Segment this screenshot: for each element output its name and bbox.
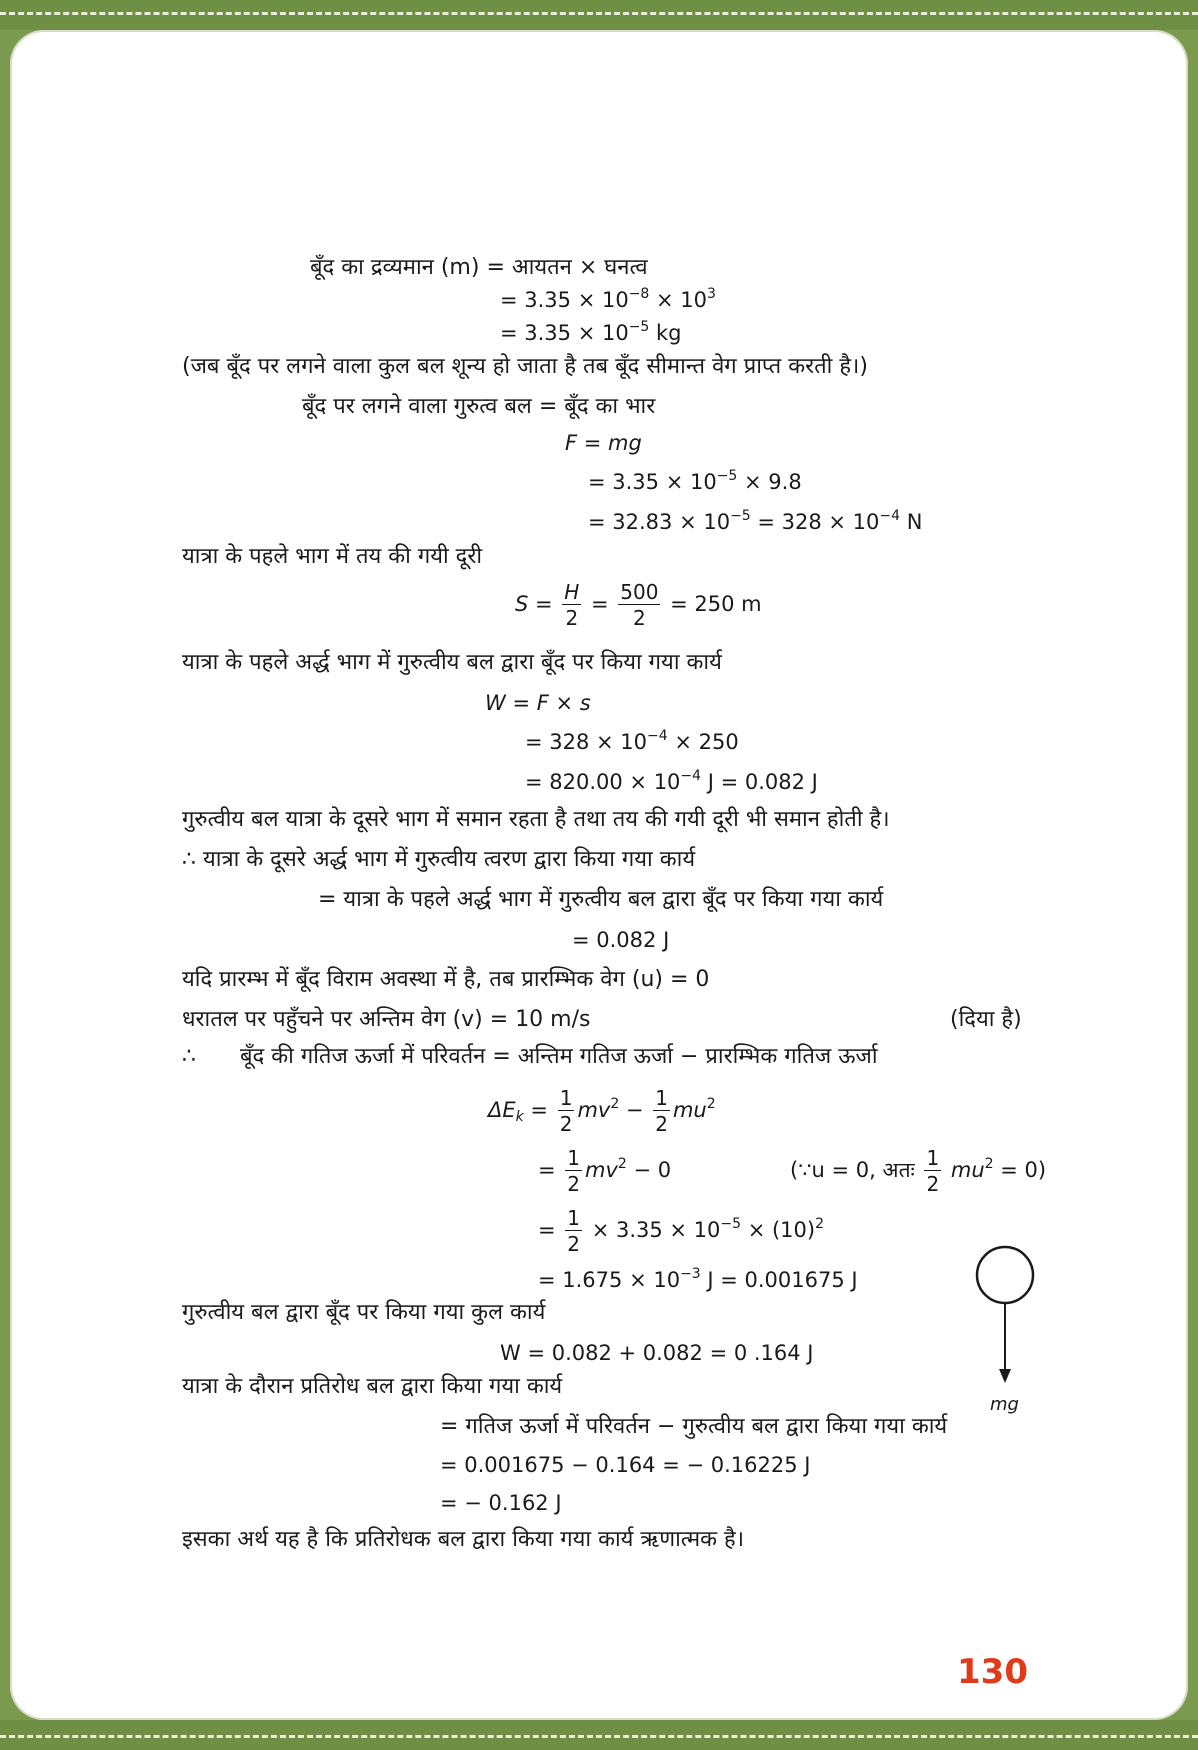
page-number: 130 bbox=[957, 1652, 1028, 1692]
distance-equation: S = $\frac{H}{2}$ = $\frac{500}{2}$ = 250 m bbox=[515, 580, 762, 630]
first-half-work-heading: यात्रा के पहले अर्द्ध भाग में गुरुत्वीय बल द्वारा बूँद पर किया गया कार्य bbox=[182, 650, 722, 675]
therefore-symbol: ∴ bbox=[182, 1044, 196, 1069]
force-formula: F = mg bbox=[565, 431, 642, 455]
force-diagram bbox=[960, 1245, 1050, 1405]
top-dashed-line bbox=[0, 12, 1198, 15]
total-gravity-work-heading: गुरुत्वीय बल द्वारा बूँद पर किया गया कुल कार्य bbox=[182, 1300, 546, 1325]
force-step-1: = $3.35 \times 10^{-5} \times 9.8$ bbox=[588, 468, 802, 494]
second-half-work-value: = 0.082 J bbox=[572, 928, 670, 952]
resistive-work-step: = 0.001675 − 0.164 = − 0.16225 J bbox=[440, 1453, 811, 1477]
given-note: (दिया है) bbox=[950, 1007, 1022, 1032]
kinetic-energy-step-2: = $\frac{1}{2}$ × $3.35 \times 10^{-5} \times (10)^2$ bbox=[538, 1206, 825, 1256]
terminal-velocity-note: (जब बूँद पर लगने वाला कुल बल शून्य हो जाता है तब बूँद सीमान्त वेग प्राप्त करती है।) bbox=[182, 354, 868, 379]
page bbox=[10, 30, 1188, 1720]
force-step-2: = $32.83 \times 10^{-5} = 328 \times 10^{-4}$ N bbox=[588, 508, 923, 534]
kinetic-energy-change-heading: बूँद की गतिज ऊर्जा में परिवर्तन = अन्तिम गतिज ऊर्जा − प्रारम्भिक गतिज ऊर्जा bbox=[240, 1044, 878, 1069]
since-u-zero-note: (∵u = 0, अतः $\frac{1}{2}$ $mu^2 = 0$) bbox=[790, 1146, 1047, 1196]
second-half-work-heading: ∴ यात्रा के दूसरे अर्द्ध भाग में गुरुत्वीय त्वरण द्वारा किया गया कार्य bbox=[182, 847, 696, 872]
gravity-constant-note: गुरुत्वीय बल यात्रा के दूसरे भाग में समान रहता है तथा तय की गयी दूरी भी समान होती है। bbox=[182, 807, 890, 832]
work-formula: W = F × s bbox=[485, 691, 591, 715]
drop-circle bbox=[977, 1247, 1033, 1303]
kinetic-energy-result: = $1.675 \times 10^{-3}$ J = 0.001675 J bbox=[538, 1266, 858, 1292]
mass-step-1: = $3.35 \times 10^{-8} \times 10^3$ bbox=[500, 286, 716, 312]
second-half-work-equals: = यात्रा के पहले अर्द्ध भाग में गुरुत्वीय बल द्वारा बूँद पर किया गया कार्य bbox=[318, 887, 884, 912]
mass-definition: बूँद का द्रव्यमान (m) = आयतन × घनत्व bbox=[310, 255, 648, 280]
gravity-force-statement: बूँद पर लगने वाला गुरुत्व बल = बूँद का भार bbox=[302, 394, 656, 419]
mass-step-2: = $3.35 \times 10^{-5}$ kg bbox=[500, 319, 682, 345]
work-step-2: = $820.00 \times 10^{-4}$ J = 0.082 J bbox=[525, 768, 818, 794]
resistive-work-result: = − 0.162 J bbox=[440, 1491, 562, 1515]
total-gravity-work-value: W = 0.082 + 0.082 = 0 .164 J bbox=[500, 1341, 814, 1365]
resistive-work-equals: = गतिज ऊर्जा में परिवर्तन − गुरुत्वीय बल द्वारा किया गया कार्य bbox=[440, 1414, 948, 1439]
kinetic-energy-equation: $\Delta E_k$ = $\frac{1}{2}$ $mv^2$ − $\frac{1}{2}$ $mu^2$ bbox=[488, 1086, 716, 1136]
force-arrow-head bbox=[999, 1369, 1011, 1383]
negative-work-conclusion: इसका अर्थ यह है कि प्रतिरोधक बल द्वारा किया गया कार्य ऋणात्मक है। bbox=[182, 1527, 745, 1552]
resistive-work-heading: यात्रा के दौरान प्रतिरोध बल द्वारा किया गया कार्य bbox=[182, 1374, 563, 1399]
final-velocity-statement: धरातल पर पहुँचने पर अन्तिम वेग (v) = 10 m/s bbox=[182, 1007, 591, 1032]
first-part-distance-heading: यात्रा के पहले भाग में तय की गयी दूरी bbox=[182, 544, 483, 569]
bottom-dashed-line bbox=[0, 1735, 1198, 1738]
kinetic-energy-step-1: = $\frac{1}{2}$ $mv^2 - 0$ bbox=[538, 1146, 672, 1196]
gravity-force-label: mg bbox=[990, 1394, 1019, 1415]
top-border bbox=[0, 0, 1198, 30]
initial-velocity-statement: यदि प्रारम्भ में बूँद विराम अवस्था में है, तब प्रारम्भिक वेग (u) = 0 bbox=[182, 967, 710, 992]
work-step-1: = $328 \times 10^{-4} \times 250$ bbox=[525, 728, 739, 754]
